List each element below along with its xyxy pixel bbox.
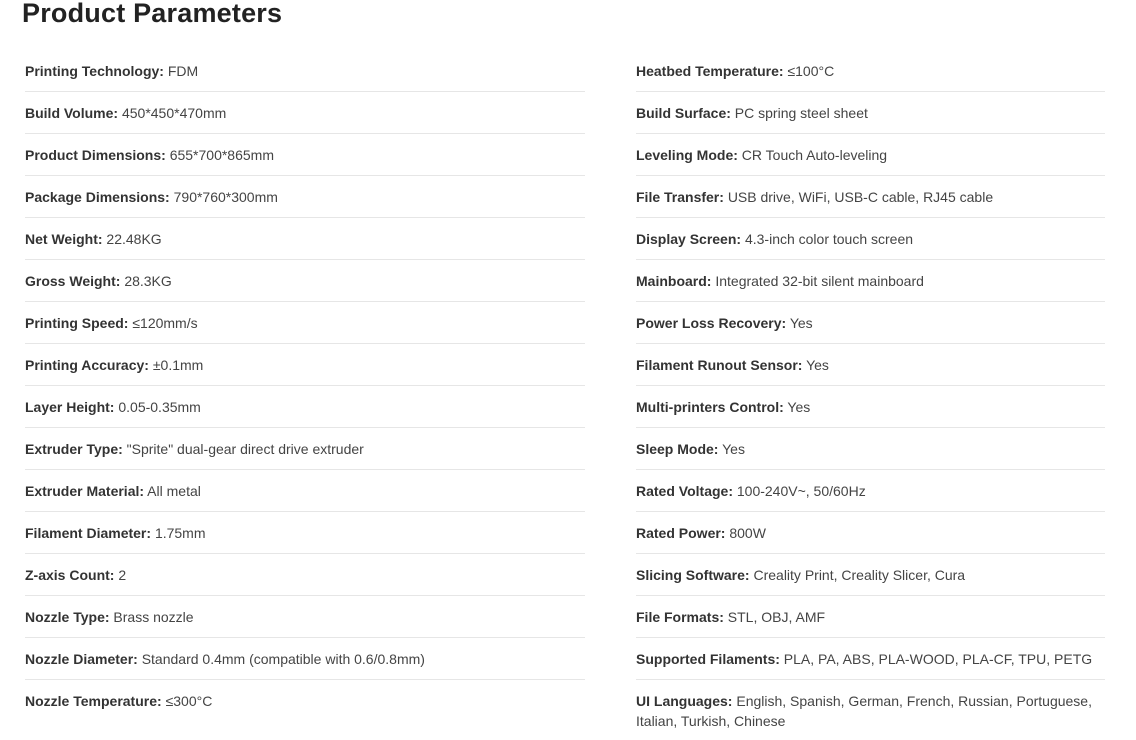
spec-value: 1.75mm [154,525,206,541]
spec-label: Leveling Mode: [636,147,738,163]
spec-value: PLA, PA, ABS, PLA-WOOD, PLA-CF, TPU, PETG [783,651,1093,667]
spec-row [25,92,585,134]
spec-label: File Transfer: [636,189,724,205]
spec-label: Package Dimensions: [25,189,170,205]
spec-row [636,92,1105,134]
spec-label: Z-axis Count: [25,567,115,583]
spec-value: Brass nozzle [113,609,194,625]
spec-row [25,134,585,176]
spec-label: Filament Diameter: [25,525,152,541]
spec-row [25,176,585,218]
spec-row [636,554,1105,596]
spec-row [636,302,1105,344]
spec-value: Yes [806,357,829,373]
spec-label: UI Languages: [636,693,733,709]
spec-label: Printing Technology: [25,63,164,79]
spec-value: "Sprite" dual-gear direct drive extruder [126,441,364,457]
spec-value: 450*450*470mm [121,105,227,121]
spec-label: Rated Voltage: [636,483,733,499]
spec-value: ±0.1mm [152,357,204,373]
spec-row [25,218,585,260]
spec-label: Heatbed Temperature: [636,63,784,79]
spec-value: ≤300°C [165,693,213,709]
spec-label: Sleep Mode: [636,441,719,457]
spec-row [636,428,1105,470]
spec-row [25,344,585,386]
spec-label: Mainboard: [636,273,712,289]
spec-label: Filament Runout Sensor: [636,357,803,373]
spec-row [25,554,585,596]
spec-label: Gross Weight: [25,273,121,289]
spec-value: 2 [118,567,127,583]
spec-label: Slicing Software: [636,567,750,583]
spec-value: USB drive, WiFi, USB-C cable, RJ45 cable [727,189,994,205]
spec-row [636,680,1105,740]
spec-label: Printing Accuracy: [25,357,149,373]
spec-value: Yes [789,315,813,331]
spec-row [25,386,585,428]
spec-label: Nozzle Temperature: [25,693,162,709]
spec-label: Build Surface: [636,105,731,121]
spec-row [636,386,1105,428]
spec-row [25,260,585,302]
spec-row [636,596,1105,638]
spec-label: Supported Filaments: [636,651,780,667]
spec-value: PC spring steel sheet [734,105,868,121]
spec-value: 800W [729,525,766,541]
spec-row [636,638,1105,680]
spec-row [636,50,1105,92]
spec-list-left [25,50,585,740]
spec-label: Layer Height: [25,399,115,415]
spec-value: FDM [167,63,199,79]
spec-value: STL, OBJ, AMF [727,609,826,625]
spec-row [636,176,1105,218]
spec-label: Net Weight: [25,231,103,247]
spec-label: Product Dimensions: [25,147,166,163]
spec-label: Multi-printers Control: [636,399,784,415]
spec-label: Printing Speed: [25,315,129,331]
spec-label: Extruder Type: [25,441,123,457]
spec-value: English, Spanish, German, French, Russian, Portuguese, Italian, Turkish, Chinese [636,693,1092,729]
spec-label: Nozzle Diameter: [25,651,138,667]
spec-value: All metal [147,483,201,499]
spec-list-right [636,50,1105,740]
spec-label: Nozzle Type: [25,609,110,625]
spec-row [25,302,585,344]
spec-label: Rated Power: [636,525,726,541]
spec-row [636,218,1105,260]
spec-row [636,260,1105,302]
spec-row [25,638,585,680]
spec-row [25,428,585,470]
spec-value: 655*700*865mm [169,147,274,163]
spec-value: 4.3-inch color touch screen [744,231,914,247]
spec-value: 100-240V~, 50/60Hz [736,483,866,499]
spec-value: 22.48KG [106,231,162,247]
spec-value: CR Touch Auto-leveling [741,147,888,163]
spec-value: Standard 0.4mm (compatible with 0.6/0.8mm) [141,651,425,667]
spec-row [25,470,585,512]
spec-row [25,512,585,554]
spec-value: ≤100°C [787,63,835,79]
spec-row [636,134,1105,176]
spec-value: Yes [787,399,811,415]
spec-label: Extruder Material: [25,483,145,499]
spec-value: 0.05-0.35mm [118,399,201,415]
spec-label: Power Loss Recovery: [636,315,787,331]
spec-value: Integrated 32-bit silent mainboard [715,273,924,289]
spec-value: Creality Print, Creality Slicer, Cura [753,567,966,583]
spec-label: Display Screen: [636,231,742,247]
spec-label: File Formats: [636,609,724,625]
spec-value: 790*760*300mm [173,189,278,205]
page-title: Product Parameters [22,0,283,28]
spec-value: 28.3KG [124,273,172,289]
spec-label: Build Volume: [25,105,119,121]
spec-value: Yes [722,441,745,457]
spec-row [636,512,1105,554]
spec-row [25,680,585,740]
spec-row [636,344,1105,386]
spec-row [25,596,585,638]
spec-value: ≤120mm/s [132,315,198,331]
spec-row [25,50,585,92]
spec-row [636,470,1105,512]
